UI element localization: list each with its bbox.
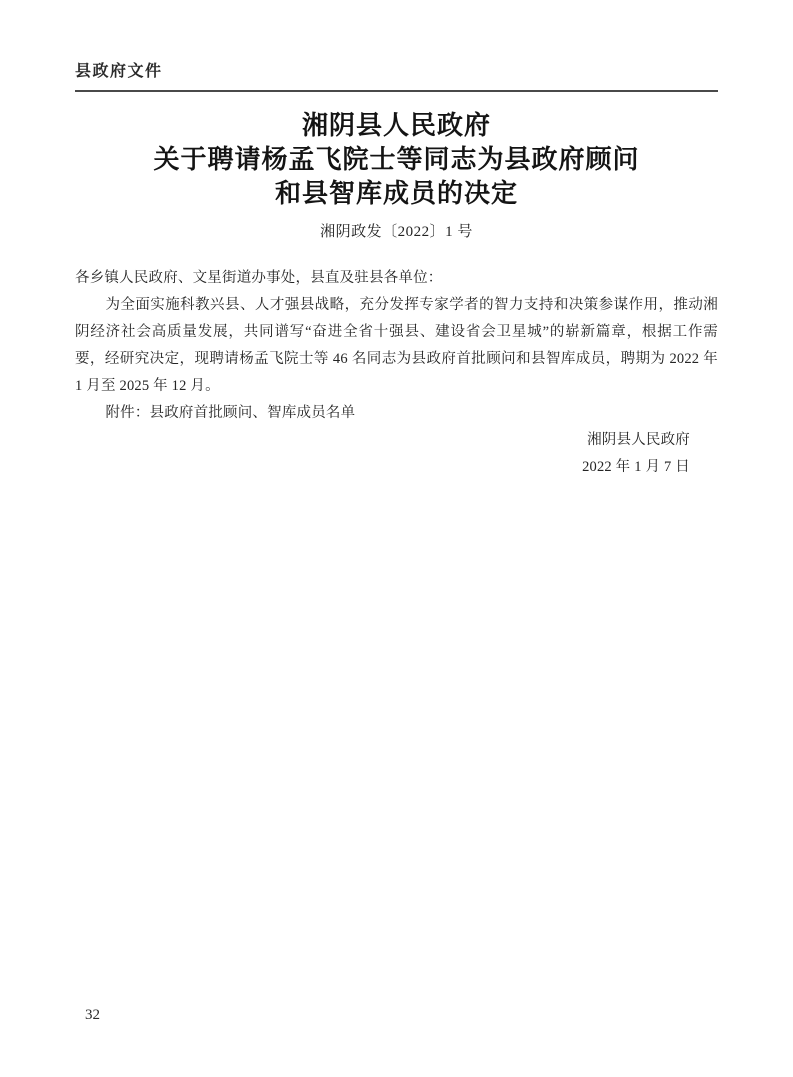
- salutation-line: 各乡镇人民政府、文星街道办事处，县直及驻县各单位：: [75, 270, 443, 286]
- header-rule: [75, 90, 718, 92]
- page-number: 32: [85, 1007, 100, 1023]
- title-line-3: 和县智库成员的决定: [274, 179, 518, 208]
- document-type-label: 县政府文件: [75, 63, 163, 80]
- document-header: [75, 58, 718, 92]
- body-paragraph: 为全面实施科教兴县、人才强县战略，充分发挥专家学者的智力支持和决策参谋作用，推动湘阴经济社会高质量发展，共同谱写“奋进全省十强县、建设省会卫星城”的崭新篇章，根据工作需要，经研究决定，现聘请杨孟飞院士等 46 名同志为县政府首批顾问和县智库成员，聘期为 2022 年 1 月至 2025 年 12 月。: [75, 297, 718, 394]
- attachment-note: 附件：县政府首批顾问、智库成员名单: [105, 405, 356, 421]
- signer-name: 湘阴县人民政府: [587, 432, 690, 448]
- signature-block: [75, 427, 718, 481]
- signature-date: 2022 年 1 月 7 日: [582, 459, 690, 475]
- document-number: 湘阴政发〔2022〕1 号: [320, 224, 473, 240]
- title-line-1: 湘阴县人民政府: [301, 111, 491, 140]
- title-line-2: 关于聘请杨孟飞院士等同志为县政府顾问: [153, 145, 640, 174]
- document-body: [75, 265, 718, 481]
- document-title: [75, 109, 718, 211]
